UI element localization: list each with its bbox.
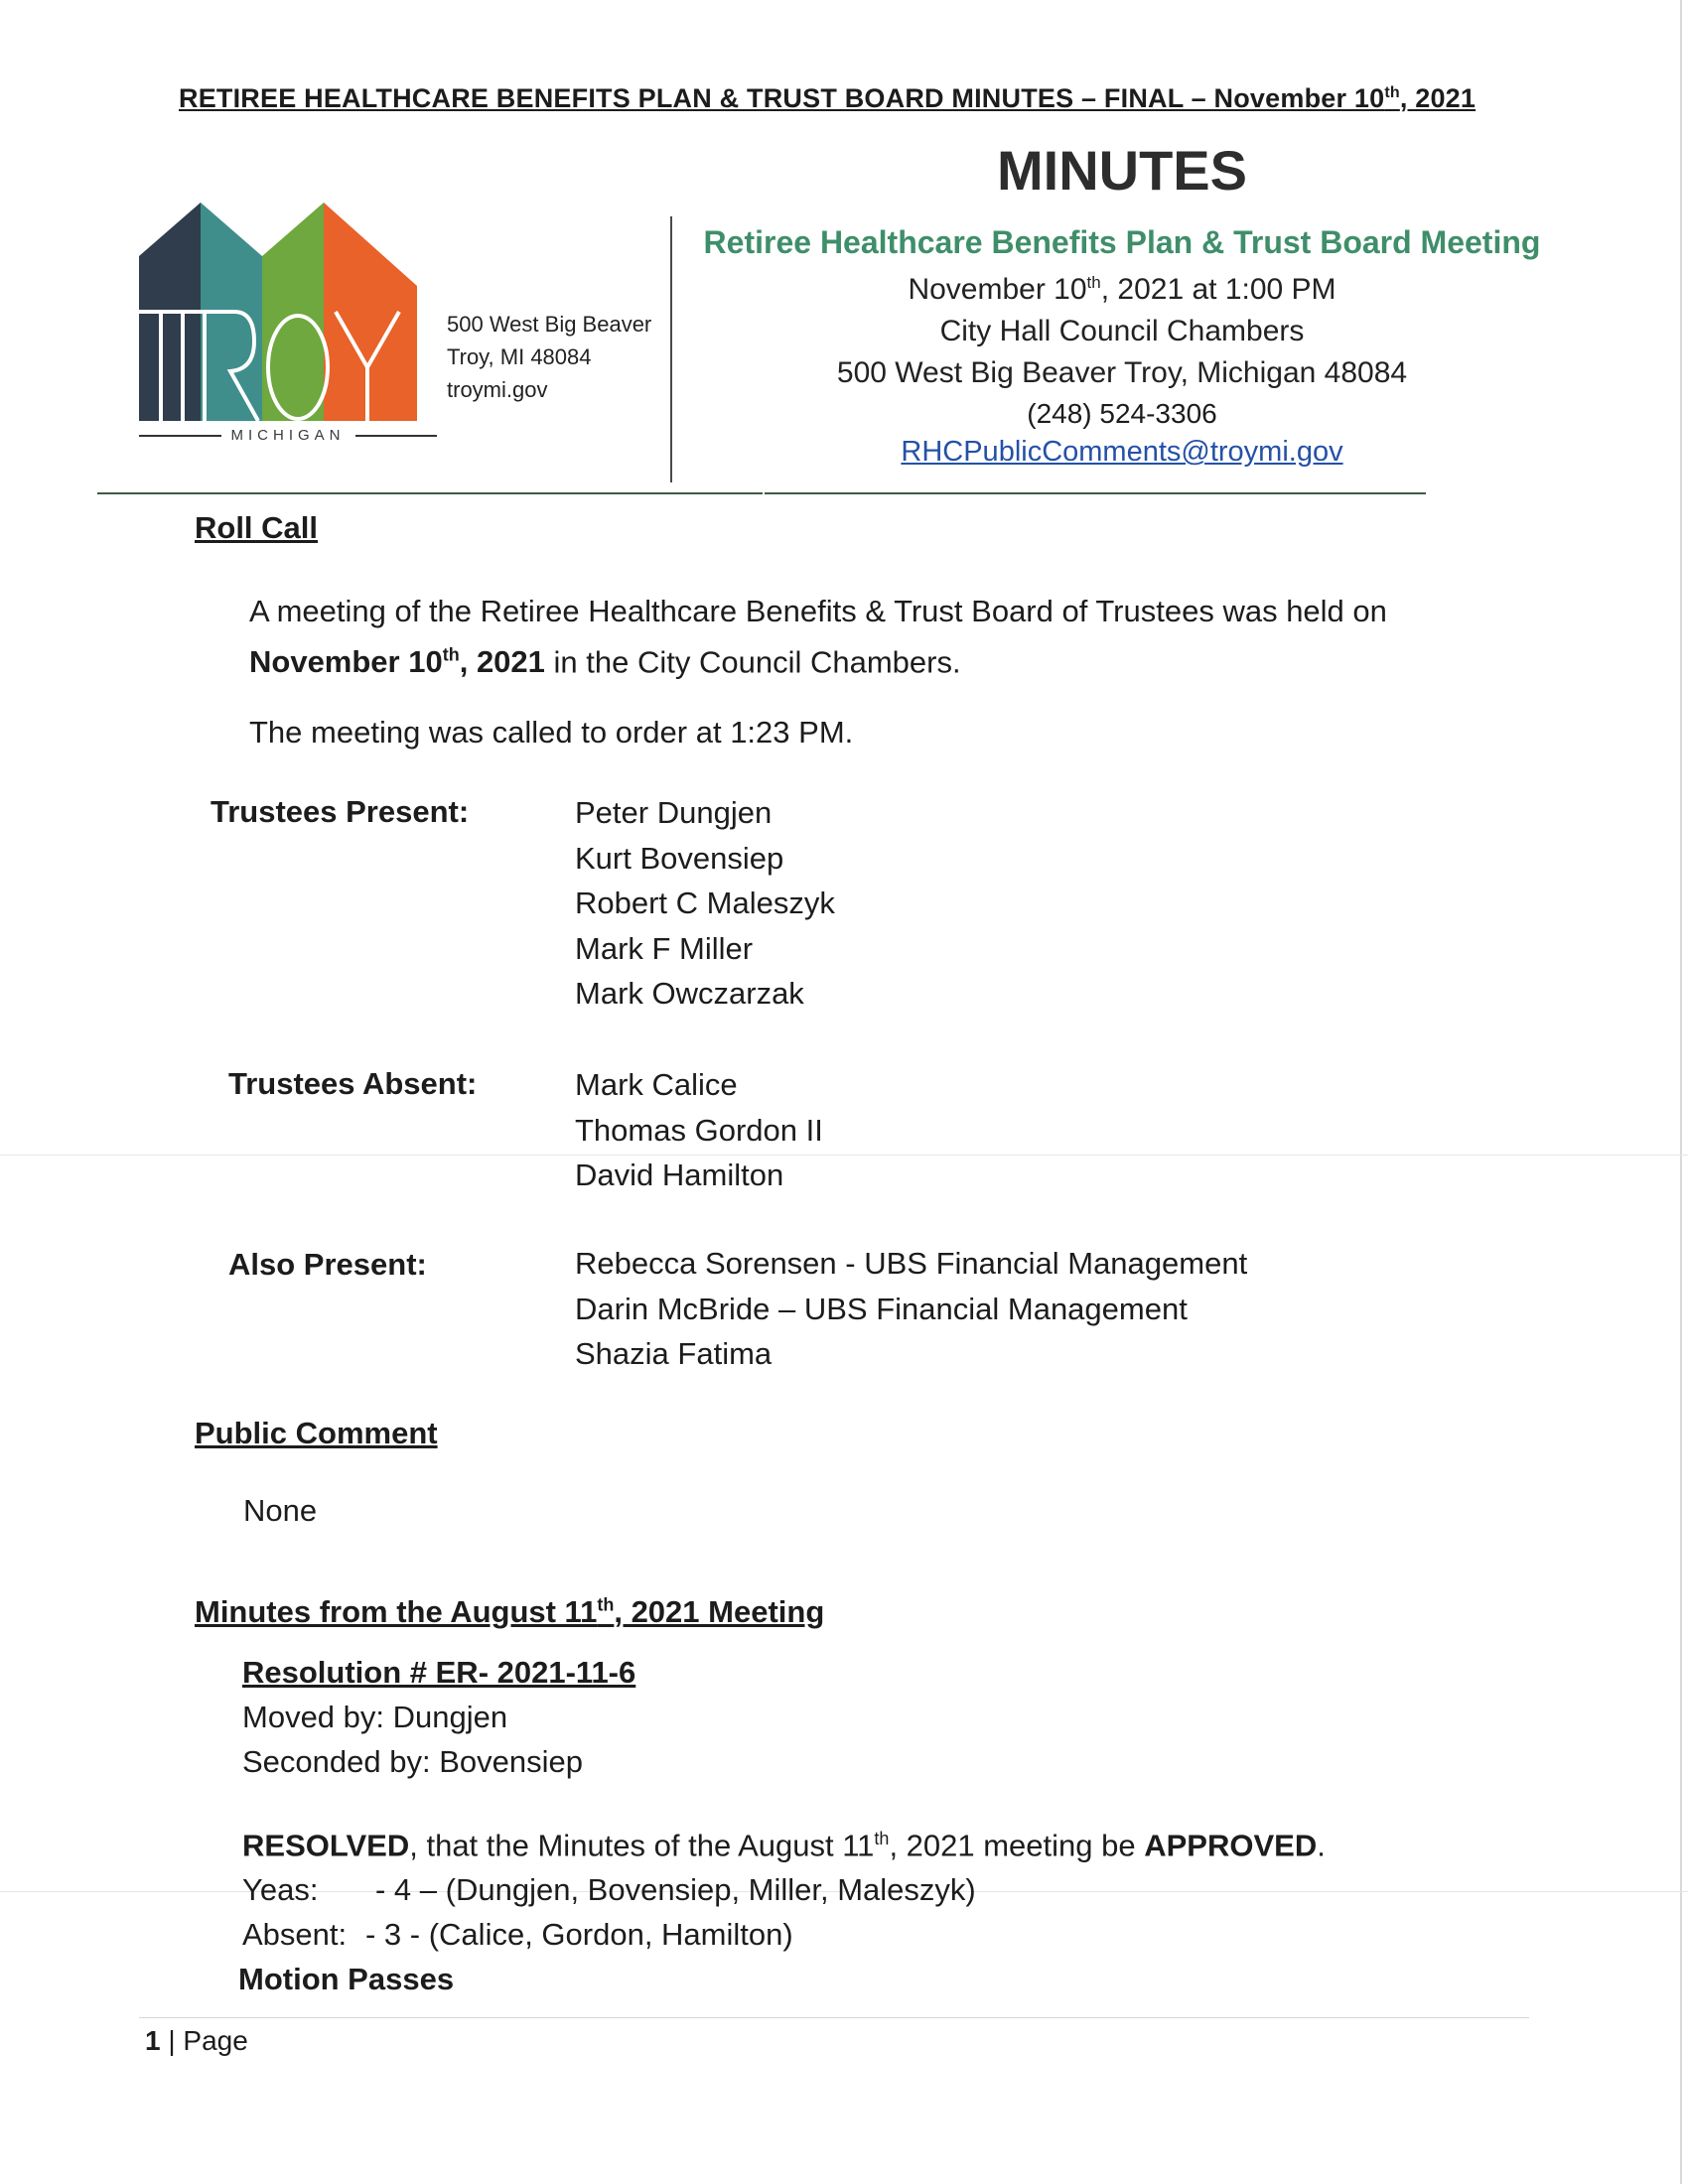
trustee-present-name: Peter Dungjen	[575, 795, 773, 830]
motion-outcome: Motion Passes	[238, 1962, 455, 1997]
trustee-present-name: Kurt Bovensiep	[575, 840, 784, 876]
header-rule-right	[765, 492, 1426, 494]
city-address	[447, 308, 651, 406]
document-title: MINUTES	[997, 139, 1247, 202]
scan-artifact-line	[0, 1155, 1688, 1156]
roll-call-heading: Roll Call	[195, 510, 319, 545]
trustees-present-label: Trustees Present:	[211, 794, 470, 829]
meeting-phone: (248) 524-3306	[1027, 398, 1217, 429]
trustee-present-name: Mark F Miller	[575, 930, 754, 966]
header-rule-left	[97, 492, 763, 494]
trustee-present-name: Mark Owczarzak	[575, 976, 804, 1011]
trustee-absent-name: Thomas Gordon II	[575, 1112, 823, 1148]
city-logo-block	[131, 197, 687, 460]
running-header: RETIREE HEALTHCARE BENEFITS PLAN & TRUST BOARD MINUTES – FINAL – November 10th, 2021	[179, 83, 1477, 113]
trustees-absent-label: Trustees Absent:	[228, 1066, 478, 1101]
trustees-present-list	[575, 790, 835, 1017]
yeas-row: Yeas: - 4 – (Dungjen, Bovensiep, Miller, Maleszyk)	[242, 1872, 976, 1908]
resolved-block	[238, 1817, 1326, 2001]
scan-edge	[1680, 0, 1682, 2184]
troy-logo-icon	[131, 197, 439, 425]
header-divider	[670, 216, 672, 482]
moved-by: Moved by: Dungjen	[242, 1700, 508, 1734]
also-present-name: Darin McBride – UBS Financial Management	[575, 1291, 1188, 1326]
also-present-list	[575, 1241, 1247, 1377]
public-comment-heading: Public Comment	[195, 1416, 438, 1450]
call-to-order: The meeting was called to order at 1:23 PM.	[249, 715, 854, 750]
public-comments-email-link[interactable]: RHCPublicComments@troymi.gov	[901, 436, 1343, 468]
trustee-present-name: Robert C Maleszyk	[575, 886, 835, 920]
logo-state-label: MICHIGAN	[139, 427, 437, 444]
public-comment-text: None	[243, 1493, 318, 1528]
meeting-name: Retiree Healthcare Benefits Plan & Trust Board Meeting	[703, 224, 1541, 260]
meeting-venue: City Hall Council Chambers	[939, 315, 1305, 347]
also-present-name: Shazia Fatima	[575, 1336, 773, 1371]
footer-rule	[139, 2017, 1529, 2018]
resolution-number: Resolution # ER- 2021-11-6	[242, 1655, 636, 1690]
also-present-label: Also Present:	[228, 1247, 427, 1282]
city-website[interactable]: troymi.gov	[447, 377, 548, 402]
also-present-name: Rebecca Sorensen - UBS Financial Management	[575, 1246, 1248, 1281]
absent-row: Absent: - 3 - (Calice, Gordon, Hamilton)	[242, 1917, 793, 1953]
trustees-absent-list	[575, 1062, 823, 1198]
roll-call-intro: A meeting of the Retiree Healthcare Benefits & Trust Board of Trustees was held on November 10th, 2021 in the City Council Chambers.	[249, 594, 1387, 680]
resolved-statement: RESOLVED, that the Minutes of the August 11th, 2021 meeting be APPROVED.	[242, 1828, 1326, 1863]
seconded-by: Seconded by: Bovensiep	[242, 1744, 583, 1779]
city-street: 500 West Big Beaver	[447, 312, 652, 337]
trustee-absent-name: David Hamilton	[575, 1158, 784, 1192]
resolution-block	[242, 1650, 635, 1784]
meeting-address: 500 West Big Beaver Troy, Michigan 48084	[836, 356, 1408, 389]
meeting-date: November 10th, 2021 at 1:00 PM	[908, 273, 1336, 306]
city-line: Troy, MI 48084	[447, 344, 592, 369]
prior-minutes-heading: Minutes from the August 11th, 2021 Meeting	[195, 1594, 825, 1629]
page-footer: 1 | Page	[145, 2025, 248, 2056]
trustee-absent-name: Mark Calice	[575, 1067, 738, 1102]
meeting-info	[675, 139, 1569, 470]
